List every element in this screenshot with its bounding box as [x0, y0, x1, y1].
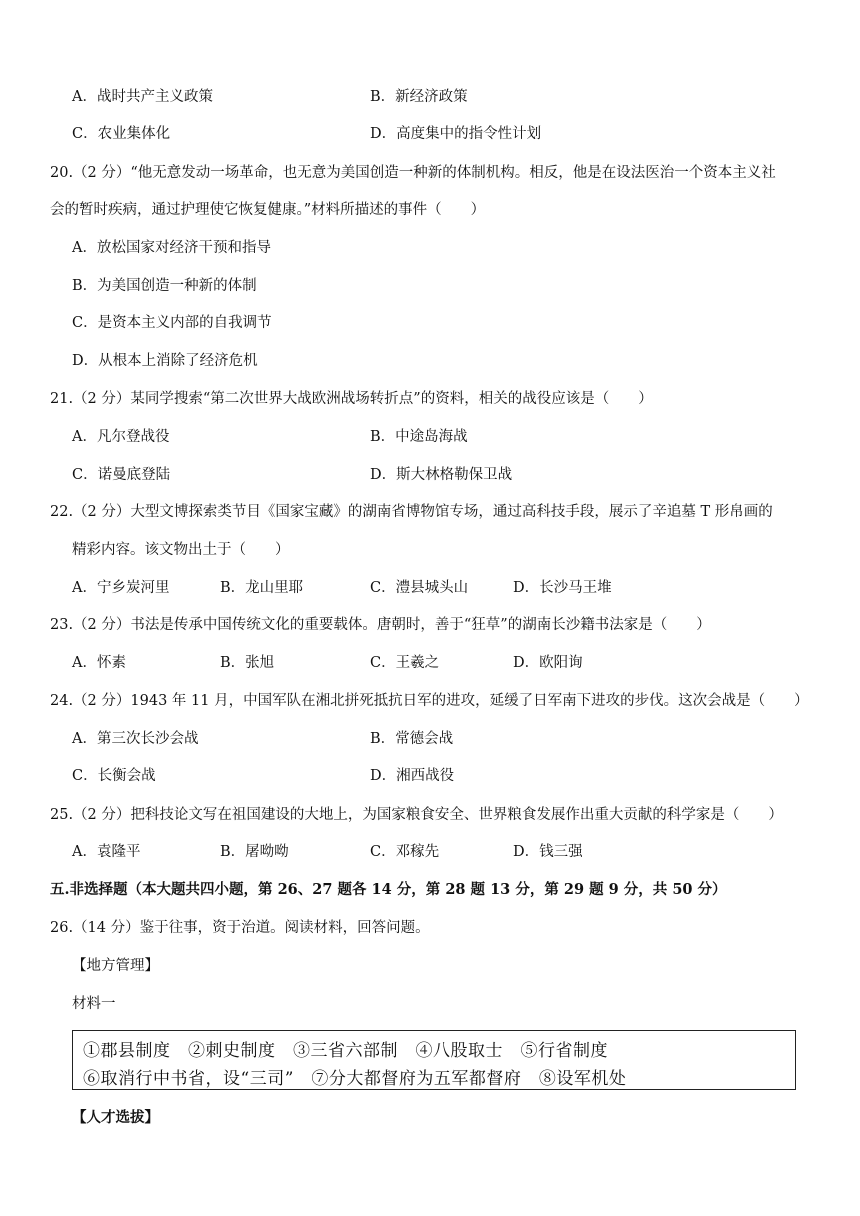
q20-stem-line1: 20.（2 分）“他无意发动一场革命，也无意为美国创造一种新的体制机构。相反，他是在设法医治一个资本主义社 — [50, 165, 776, 181]
q21-option-d: D．斯大林格勒保卫战 — [370, 467, 513, 483]
q24-option-b: B．常德会战 — [370, 731, 454, 747]
q23-stem: 23.（2 分）书法是传承中国传统文化的重要载体。唐朝时，善于“狂草”的湖南长沙籍书法家是（ ） — [50, 617, 711, 633]
q22-option-c: C．澧县城头山 — [370, 580, 469, 596]
q22-option-a: A．宁乡炭河里 — [72, 580, 170, 596]
q20-option-a: A．放松国家对经济干预和指导 — [72, 240, 271, 256]
q25-option-c: C．邓稼先 — [370, 844, 440, 860]
material-box-row2: ⑥取消行中书省，设“三司” ⑦分大都督府为五军都督府 ⑧设军机处 — [83, 1069, 627, 1089]
q19-option-d: D．高度集中的指令性计划 — [370, 126, 542, 142]
q23-option-a: A．怀素 — [72, 655, 126, 671]
q22-option-d: D．长沙马王堆 — [513, 580, 612, 596]
q22-option-b: B．龙山里耶 — [220, 580, 304, 596]
q20-stem-line2: 会的暂时疾病，通过护理使它恢复健康。”材料所描述的事件（ ） — [50, 202, 486, 218]
q23-option-d: D．欧阳询 — [513, 655, 583, 671]
q19-option-b: B．新经济政策 — [370, 89, 468, 105]
q21-option-a: A．凡尔登战役 — [72, 429, 170, 445]
q20-option-d: D．从根本上消除了经济危机 — [72, 353, 258, 369]
q22-stem-line1: 22.（2 分）大型文博探索类节目《国家宝藏》的湖南省博物馆专场，通过高科技手段，展示了辛追墓 T 形帛画的 — [50, 504, 773, 520]
q25-option-b: B．屠呦呦 — [220, 844, 289, 860]
q24-option-d: D．湘西战役 — [370, 768, 455, 784]
q24-option-a: A．第三次长沙会战 — [72, 731, 199, 747]
q26-subheading-local-admin: 【地方管理】 — [72, 958, 159, 974]
q26-subheading-talent: 【人才选拔】 — [72, 1109, 159, 1126]
q21-stem: 21.（2 分）某同学搜索“第二次世界大战欧洲战场转折点”的资料，相关的战役应该是（ ） — [50, 391, 653, 407]
q25-stem: 25.（2 分）把科技论文写在祖国建设的大地上，为国家粮食安全、世界粮食发展作出重大贡献的科学家是（ ） — [50, 807, 783, 823]
q19-option-a: A．战时共产主义政策 — [72, 89, 213, 105]
section-heading: 五.非选择题（本大题共四小题，第 26、27 题各 14 分，第 28 题 13 分，第 29 题 9 分，共 50 分） — [50, 881, 727, 898]
q24-stem: 24.（2 分）1943 年 11 月，中国军队在湘北拼死抵抗日军的进攻，延缓了日军南下进攻的步伐。这次会战是（ ） — [50, 693, 809, 709]
q26-stem: 26.（14 分）鉴于往事，资于治道。阅读材料，回答问题。 — [50, 920, 430, 936]
q21-option-b: B．中途岛海战 — [370, 429, 468, 445]
material-box — [72, 1030, 796, 1090]
material-box-row1: ①郡县制度 ②刺史制度 ③三省六部制 ④八股取士 ⑤行省制度 — [83, 1041, 608, 1061]
q20-option-b: B．为美国创造一种新的体制 — [72, 278, 257, 294]
q26-material-label: 材料一 — [72, 996, 116, 1012]
q20-option-c: C．是资本主义内部的自我调节 — [72, 315, 272, 331]
q25-option-d: D．钱三强 — [513, 844, 583, 860]
q24-option-c: C．长衡会战 — [72, 768, 156, 784]
q23-option-c: C．王羲之 — [370, 655, 440, 671]
q19-option-c: C．农业集体化 — [72, 126, 171, 142]
q25-option-a: A．袁隆平 — [72, 844, 141, 860]
q23-option-b: B．张旭 — [220, 655, 275, 671]
q21-option-c: C．诺曼底登陆 — [72, 467, 171, 483]
q22-stem-line2: 精彩内容。该文物出土于（ ） — [72, 542, 290, 558]
